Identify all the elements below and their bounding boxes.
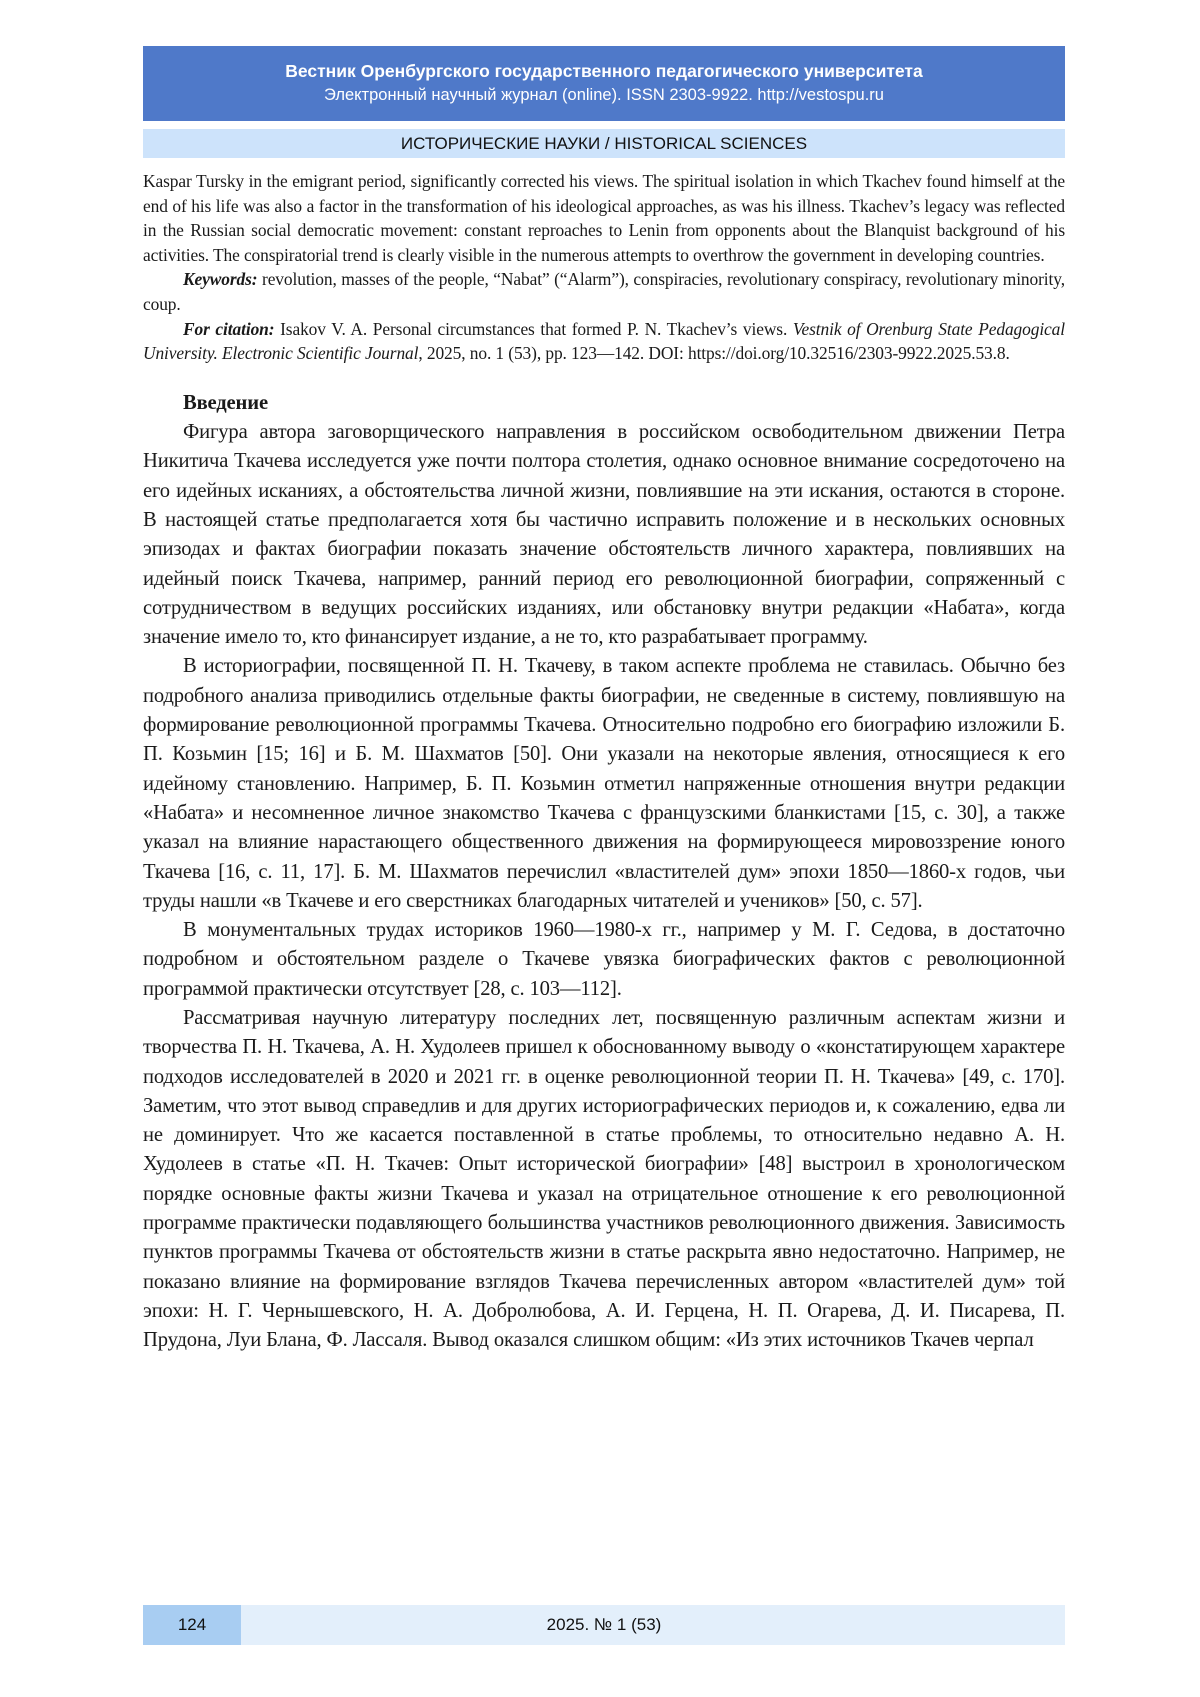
section-label: ИСТОРИЧЕСКИЕ НАУКИ / HISTORICAL SCIENCES xyxy=(143,129,1065,158)
citation xyxy=(143,317,1065,366)
paragraph: В историографии, посвященной П. Н. Ткачеву, в таком аспекте проблема не ставилась. Обычно без подробного анализа приводились отдельные факты биографии, не сведенные в систему, повлиявшую на формирование революционной программы Ткачева. Относительно подробно его биографию изложили Б. П. Козьмин [15; 16] и Б. М. Шахматов [50]. Они указали на некоторые явления, относящиеся к его идейному становлению. Например, Б. П. Козьмин отметил напряженные отношения внутри редакции «Набата» и несомненное личное знакомство Ткачева с французскими бланкистами [15, с. 30], а также указал на влияние нарастающего общественного движения на формирующееся мировоззрение юного Ткачева [16, с. 11, 17]. Б. М. Шахматов перечислил «властителей дум» эпохи 1850—1860-х годов, чьи труды нашли «в Ткачеве и его сверстниках благодарных читателей и учеников» [50, с. 57]. xyxy=(143,655,1065,912)
citation-journal: Vestnik of Orenburg State Pedagogical University. Electronic Scientific Journal xyxy=(143,318,1066,364)
paragraph: Рассматривая научную литературу последних лет, посвященную различным аспектам жизни и творчества П. Н. Ткачева, А. Н. Худолеев пришел к обоснованному выводу о «констатирующем характере подходов исследователей в 2020 и 2021 гг. в оценке революционной теории П. Н. Ткачева» [49, с. 170]. Заметим, что этот вывод справедлив и для других историографических периодов и, к сожалению, едва ли не доминирует. Что же касается поставленной в статье проблемы, то относительно недавно А. Н. Худолеев в статье «П. Н. Ткачев: Опыт исторической биографии» [48] выстроил в хронологическом порядке основные факты жизни Ткачева и указал на отрицательное отношение к его революционной программе практически подавляющего большинства участников революционного движения. Зависимость пунктов программы Ткачева от обстоятельств жизни в статье раскрыта явно недостаточно. Например, не показано влияние на формирование взглядов Ткачева перечисленных автором «властителей дум» той эпохи: Н. Г. Чернышевского, Н. А. Добролюбова, А. И. Герцена, Н. П. Огарева, Д. И. Писарева, П. Прудона, Луи Блана, Ф. Лассаля. Вывод оказался слишком общим: «Из этих источников Ткачев черпал xyxy=(143,1006,1065,1352)
citation-label: For citation: xyxy=(183,318,275,339)
issue-label: 2025. № 1 (53) xyxy=(241,1605,1065,1645)
page-footer xyxy=(143,1605,1065,1645)
journal-banner xyxy=(143,46,1065,121)
article-body xyxy=(143,389,1065,1356)
page-number: 124 xyxy=(143,1605,241,1645)
section-heading: Введение xyxy=(183,391,268,414)
abstract xyxy=(143,169,1065,366)
article-page xyxy=(143,46,1065,1356)
journal-title: Вестник Оренбургского государственного педагогического университета xyxy=(285,61,923,81)
keywords-label: Keywords: xyxy=(183,269,258,290)
abstract-continuation: Kaspar Tursky in the emigrant period, significantly corrected his views. The spiritual isolation in which Tkachev found himself at the end of his life was also a factor in the transformation of his ideological approaches, as was his illness. Tkachev’s legacy was reflected in the Russian social democratic movement: constant reproaches to Lenin from opponents about the Blanquist background of his activities. The conspiratorial trend is clearly visible in the numerous attempts to overthrow the government in developing countries. xyxy=(143,171,1065,265)
keywords xyxy=(143,267,1065,316)
paragraph: В монументальных трудах историков 1960—1980-х гг., например у М. Г. Седова, в достаточно подробном и обстоятельном разделе о Ткачеве увязка биографических фактов с революционной программой практически отсутствует [28, с. 103—112]. xyxy=(143,919,1065,1000)
citation-details: , 2025, no. 1 (53), pp. 123—142. DOI: https://doi.org/10.32516/2303-9922.2025.53.8. xyxy=(418,343,1010,364)
keywords-text: revolution, masses of the people, “Nabat” (“Alarm”), conspiracies, revolutionary conspiracy, revolutionary minority, coup. xyxy=(143,269,1065,314)
paragraph: Фигура автора заговорщического направления в российском освободительном движении Петра Никитича Ткачева исследуется уже почти полтора столетия, однако основное внимание сосредоточено на его идейных исканиях, а обстоятельства личной жизни, повлиявшие на эти искания, остаются в стороне. В настоящей статье предполагается хотя бы частично исправить положение и в нескольких основных эпизодах и фактах биографии показать значение обстоятельств личного характера, повлиявших на идейный поиск Ткачева, например, ранний период его революционной биографии, сопряженный с сотрудничеством в ведущих российских изданиях, или обстановку внутри редакции «Набата», когда значение имело то, кто финансирует издание, а не то, кто разрабатывает программу. xyxy=(143,421,1065,649)
citation-author: Isakov V. A. Personal circumstances that formed P. N. Tkachev’s views. xyxy=(274,318,793,339)
journal-subtitle: Электронный научный журнал (online). ISSN 2303-9922. http://vestospu.ru xyxy=(324,86,884,104)
